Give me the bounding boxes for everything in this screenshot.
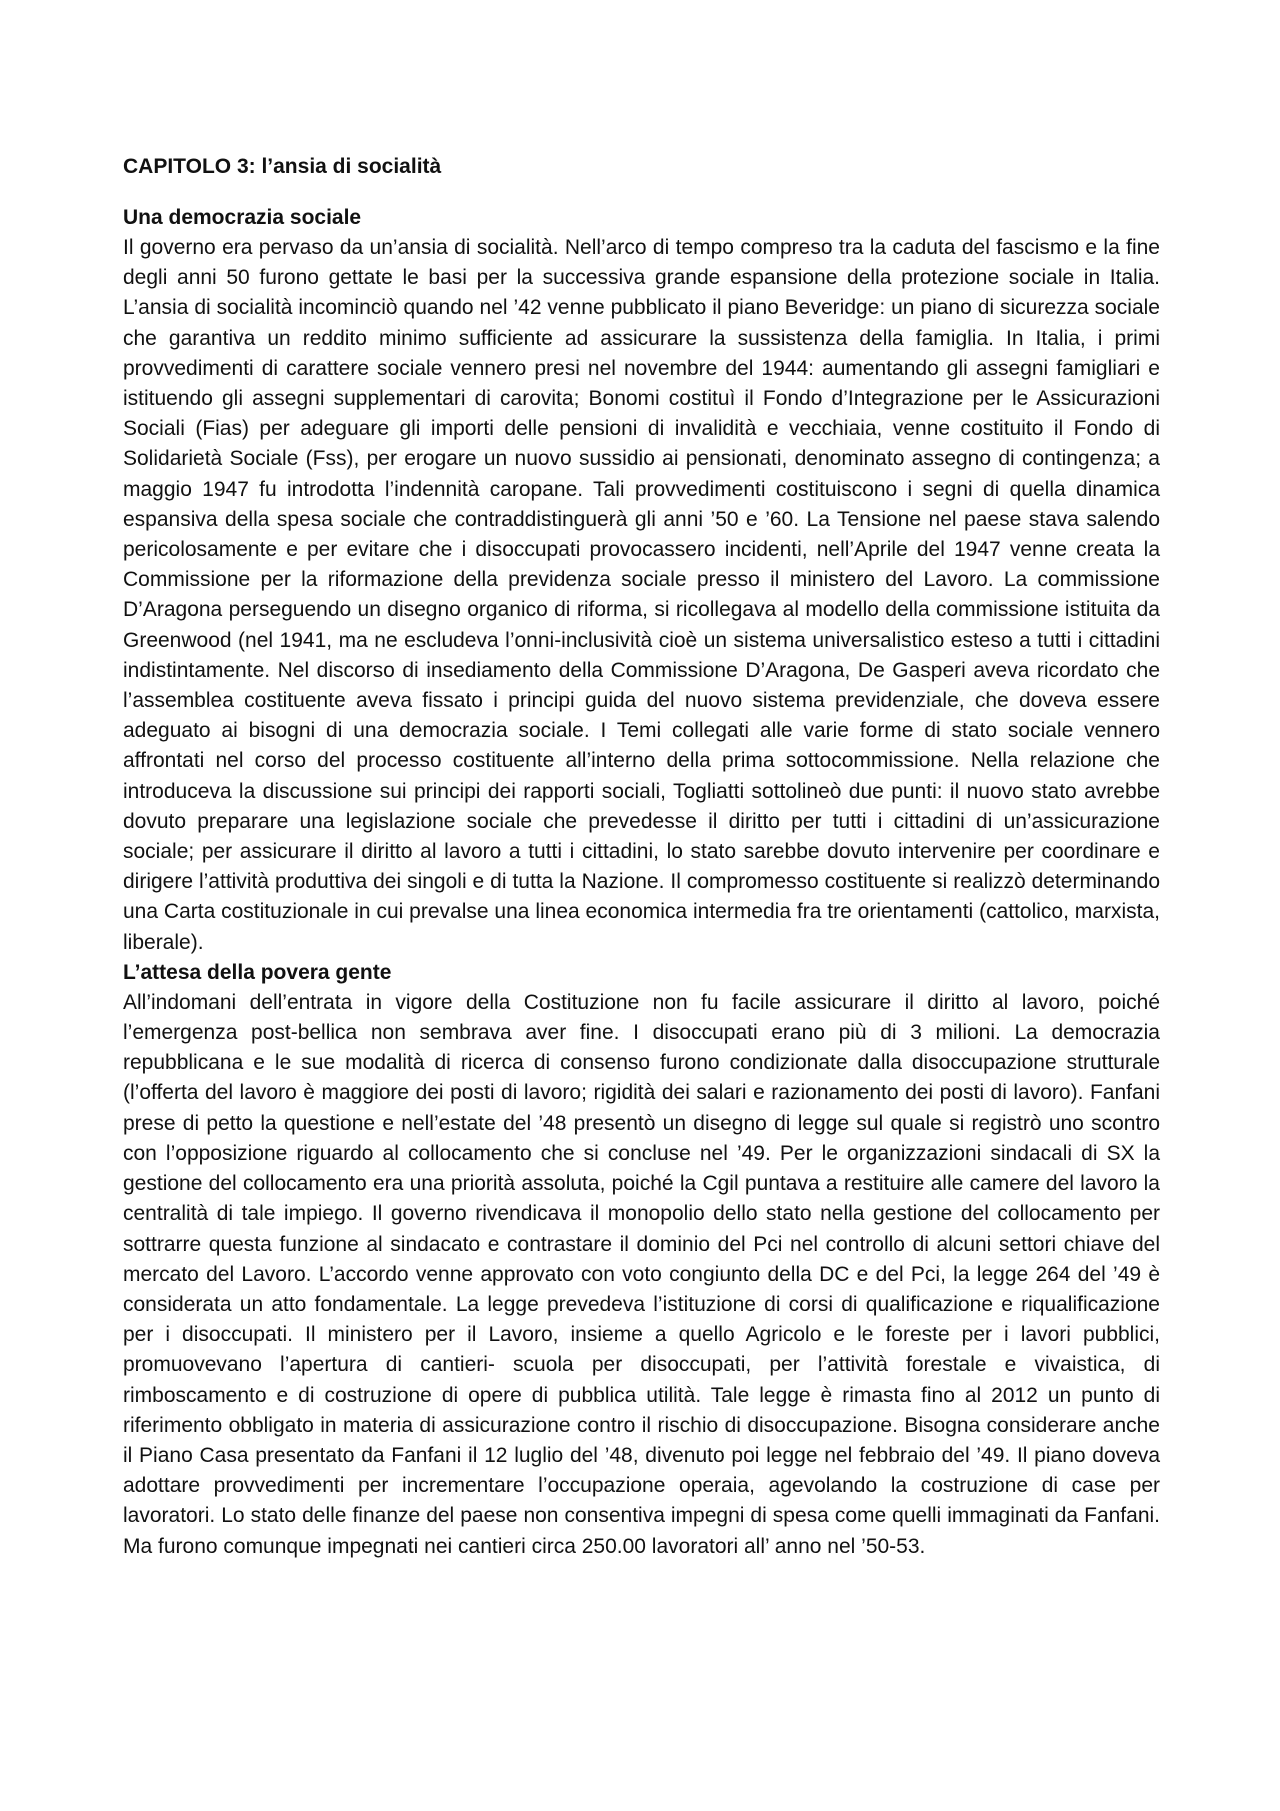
section-paragraph: All’indomani dell’entrata in vigore della Costituzione non fu facile assicurare il diritto al lavoro, poiché l’emergenza post-bellica non sembrava aver fine. I disoccupati erano più di 3 milioni. La democrazia repubblicana e le sue modalità di ricerca di consenso furono condizionate dalla disoccupazione strutturale (l’offerta del lavoro è maggiore dei posti di lavoro; rigidità dei salari e razionamento dei posti di lavoro). Fanfani prese di petto la questione e nell’estate del ’48 presentò un disegno di legge sul quale si registrò uno scontro con l’opposizione riguardo al collocamento che si concluse nel ’49. Per le organizzazioni sindacali di SX la gestione del collocamento era una priorità assoluta, poiché la Cgil puntava a restituire alle camere del lavoro la centralità di tale impiego. Il governo rivendicava il monopolio dello stato nella gestione del collocamento per sottrarre questa funzione al sindacato e contrastare il dominio del Pci nel controllo di alcuni settori chiave del mercato del Lavoro. L’accordo venne approvato con voto congiunto della DC e del Pci, la legge 264 del ’49 è considerata un atto fondamentale. La legge prevedeva l’istituzione di corsi di qualificazione e riqualificazione per i disoccupati. Il ministero per il Lavoro, insieme a quello Agricolo e le foreste per i lavori pubblici, promuovevano l’apertura di cantieri- scuola per disoccupati, per l’attività forestale e vivaistica, di rimboscamento e di costruzione di opere di pubblica utilità. Tale legge è rimasta fino al 2012 un punto di riferimento obbligato in materia di assicurazione contro il rischio di disoccupazione. Bisogna considerare anche il Piano Casa presentato da Fanfani il 12 luglio del ’48, divenuto poi legge nel febbraio del ’49. Il piano doveva adottare provvedimenti per incrementare l’occupazione operaia, agevolando la costruzione di case per lavoratori. Lo stato delle finanze del paese non consentiva impegni di spesa come quelli immaginati da Fanfani. Ma furono comunque impegnati nei cantieri circa 250.00 lavoratori all’ anno nel ’50-53. [123,990,1160,1558]
chapter-title: CAPITOLO 3: l’ansia di socialità [123,155,442,178]
section-paragraph: Il governo era pervaso da un’ansia di socialità. Nell’arco di tempo compreso tra la caduta del fascismo e la fine degli anni 50 furono gettate le basi per la successiva grande espansione della protezione sociale in Italia. L’ansia di socialità incominciò quando nel ’42 venne pubblicato il piano Beveridge: un piano di sicurezza sociale che garantiva un reddito minimo sufficiente ad assicurare la sussistenza della famiglia. In Italia, i primi provvedimenti di carattere sociale vennero presi nel novembre del 1944: aumentando gli assegni famigliari e istituendo gli assegni supplementari di carovita; Bonomi costituì il Fondo d’Integrazione per le Assicurazioni Sociali (Fias) per adeguare gli importi delle pensioni di invalidità e vecchiaia, venne costituito il Fondo di Solidarietà Sociale (Fss), per erogare un nuovo sussidio ai pensionati, denominato assegno di contingenza; a maggio 1947 fu introdotta l’indennità caropane. Tali provvedimenti costituiscono i segni di quella dinamica espansiva della spesa sociale che contraddistinguerà gli anni ’50 e ’60. La Tensione nel paese stava salendo pericolosamente e per evitare che i disoccupati provocassero incidenti, nell’Aprile del 1947 venne creata la Commissione per la riformazione della previdenza sociale presso il ministero del Lavoro. La commissione D’Aragona perseguendo un disegno organico di riforma, si ricollegava al modello della commissione istituita da Greenwood (nel 1941, ma ne escludeva l’onni-inclusività cioè un sistema universalistico esteso a tutti i cittadini indistintamente. Nel discorso di insediamento della Commissione D’Aragona, De Gasperi aveva ricordato che l’assemblea costituente aveva fissato i principi guida del nuovo sistema previdenziale, che doveva essere adeguato ai bisogni di una democrazia sociale. I Temi collegati alle varie forme di stato sociale vennero affrontati nel corso del processo costituente all’interno della prima sottocommissione. Nella relazione che introduceva la discussione sui principi dei rapporti sociali, Togliatti sottolineò due punti: il nuovo stato avrebbe dovuto preparare una legislazione sociale che prevedesse il diritto per tutti i cittadini di un’assicurazione sociale; per assicurare il diritto al lavoro a tutti i cittadini, lo stato sarebbe dovuto intervenire per coordinare e dirigere l’attività produttiva dei singoli e di tutta la Nazione. Il compromesso costituente si realizzò determinando una Carta costituzionale in cui prevalse una linea economica intermedia fra tre orientamenti (cattolico, marxista, liberale). [123,236,1160,954]
section-democrazia-sociale [123,203,1160,958]
section-title: L’attesa della povera gente [123,960,392,984]
section-title: Una democrazia sociale [123,206,362,229]
section-attesa-povera-gente [123,958,1160,1562]
document-page [123,152,1160,1562]
